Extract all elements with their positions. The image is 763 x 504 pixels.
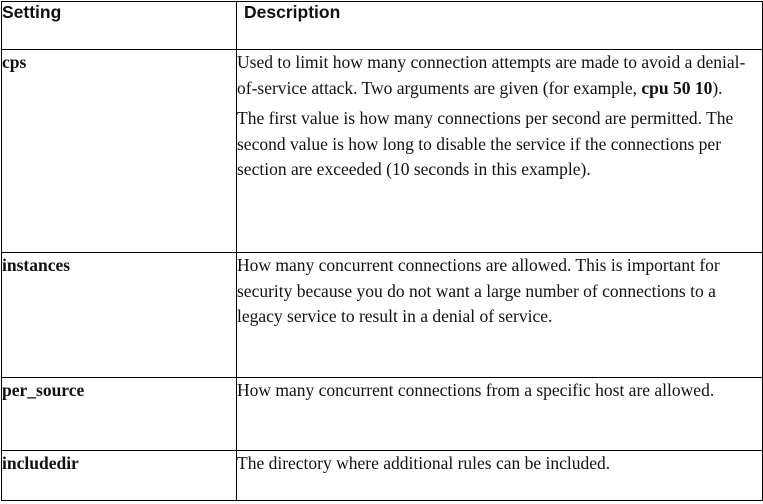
- table-row: [2, 50, 763, 253]
- table-header-row: [2, 2, 763, 50]
- table-row: [2, 451, 763, 501]
- setting-description: [237, 451, 763, 501]
- example-argument: cpu 50 10: [641, 77, 713, 98]
- setting-name: includedir: [2, 451, 237, 501]
- setting-name: per_source: [2, 378, 237, 451]
- description-paragraph: The directory where additional rules can be included.: [237, 453, 611, 473]
- setting-description: [237, 253, 763, 378]
- setting-name: cps: [2, 50, 237, 253]
- setting-description: [237, 378, 763, 451]
- description-paragraph: How many concurrent connections are allowed. This is important for security because you do not want a large number of connections to a legacy service to result in a denial of service.: [237, 255, 720, 326]
- description-text: ).: [712, 77, 723, 98]
- description-paragraph: The first value is how many connections per second are permitted. The second value is how long to disable the service if the connections per section are exceeded (10 seconds in this example).: [237, 108, 734, 179]
- header-setting: Setting: [2, 2, 237, 50]
- setting-description: [237, 50, 763, 253]
- description-text: Used to limit how many connection attempts are made to avoid a denial-of-service attack. Two arguments are given (for example,: [237, 52, 746, 98]
- setting-name: instances: [2, 253, 237, 378]
- settings-table: [1, 1, 763, 501]
- table-row: [2, 253, 763, 378]
- description-paragraph: How many concurrent connections from a specific host are allowed.: [237, 380, 715, 400]
- description-paragraph: [237, 50, 762, 101]
- table-row: [2, 378, 763, 451]
- header-description: Description: [237, 2, 763, 50]
